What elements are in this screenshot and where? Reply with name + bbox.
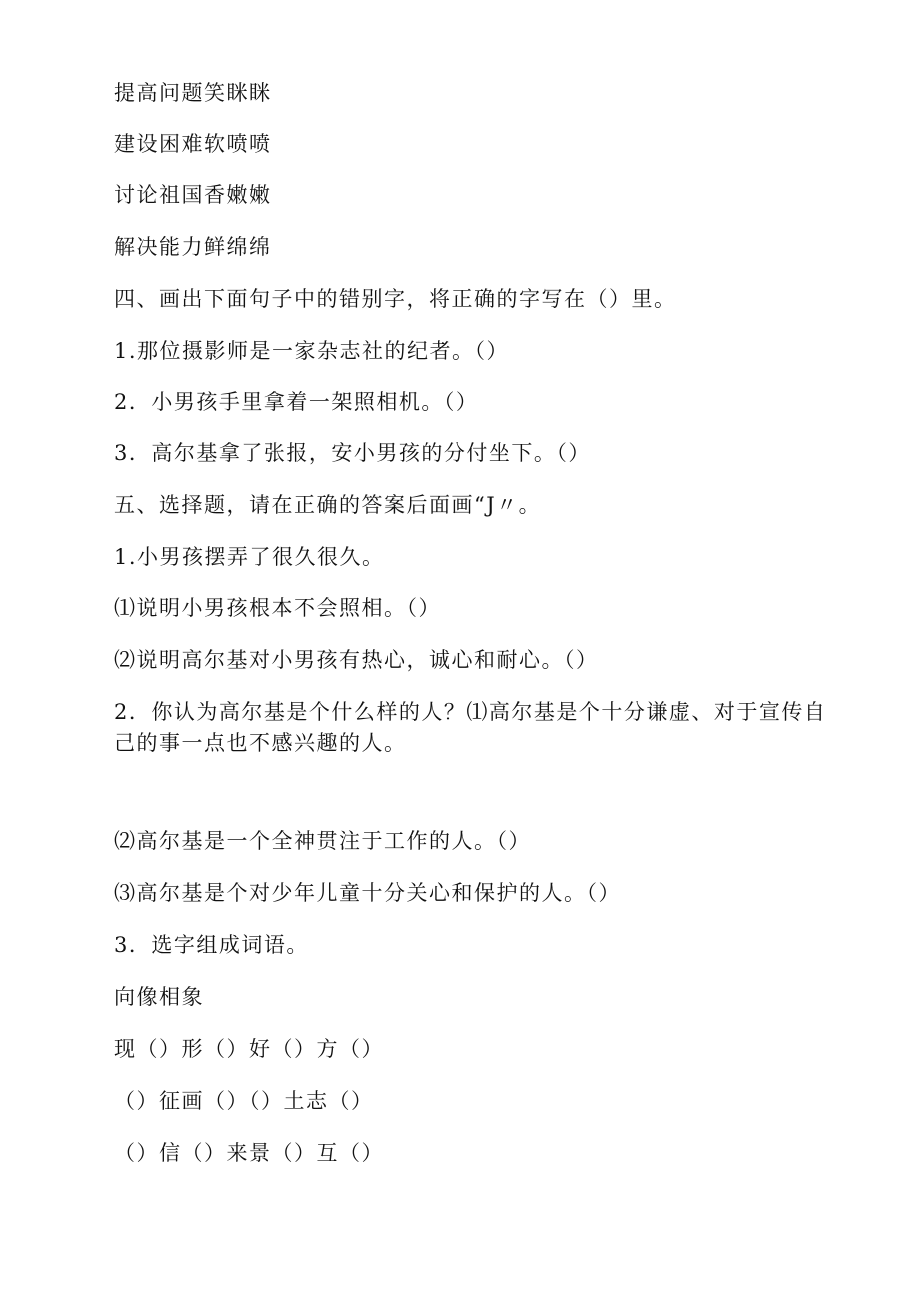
option-5-1-1: ⑴说明小男孩根本不会照相。（）	[114, 596, 441, 620]
section-heading-five: 五、选择题，请在正确的答案后面画“J〃。	[114, 493, 542, 517]
question-5-1: 1.小男孩摆弄了很久很久。	[114, 545, 385, 569]
word-blank-row-3: （）信（）来景（）互（）	[114, 1141, 384, 1165]
text-line-1: 提高问题笑眯眯	[114, 81, 272, 105]
text-line-3: 讨论祖国香嫩嫩	[114, 183, 272, 207]
question-4-3: 3．高尔基拿了张报，安小男孩的分付坐下。（）	[114, 441, 591, 465]
text-line-2: 建设困难软喷喷	[114, 132, 272, 156]
section-heading-four: 四、画出下面句子中的错别字，将正确的字写在（）里。	[114, 287, 677, 311]
word-blank-row-1: 现（）形（）好（）方（）	[114, 1037, 384, 1061]
question-5-2: 2．你认为高尔基是个什么样的人？⑴高尔基是个十分谦虚、对于宣传自己的事一点也不感兴趣的人。	[114, 700, 827, 755]
question-4-1: 1.那位摄影师是一家杂志社的纪者。（）	[114, 339, 510, 363]
text-line-4: 解决能力鲜绵绵	[114, 235, 272, 259]
option-5-2-3: ⑶高尔基是个对少年儿童十分关心和保护的人。（）	[114, 881, 621, 905]
option-5-1-2: ⑵说明高尔基对小男孩有热心，诚心和耐心。（）	[114, 648, 599, 672]
question-4-2: 2．小男孩手里拿着一架照相机。（）	[114, 390, 479, 414]
word-blank-row-2: （）征画（）（）土志（）	[114, 1089, 374, 1113]
option-5-2-2: ⑵高尔基是一个全神贯注于工作的人。（）	[114, 829, 531, 853]
question-5-3: 3．选字组成词语。	[114, 933, 309, 957]
word-choices: 向像相象	[114, 985, 204, 1009]
